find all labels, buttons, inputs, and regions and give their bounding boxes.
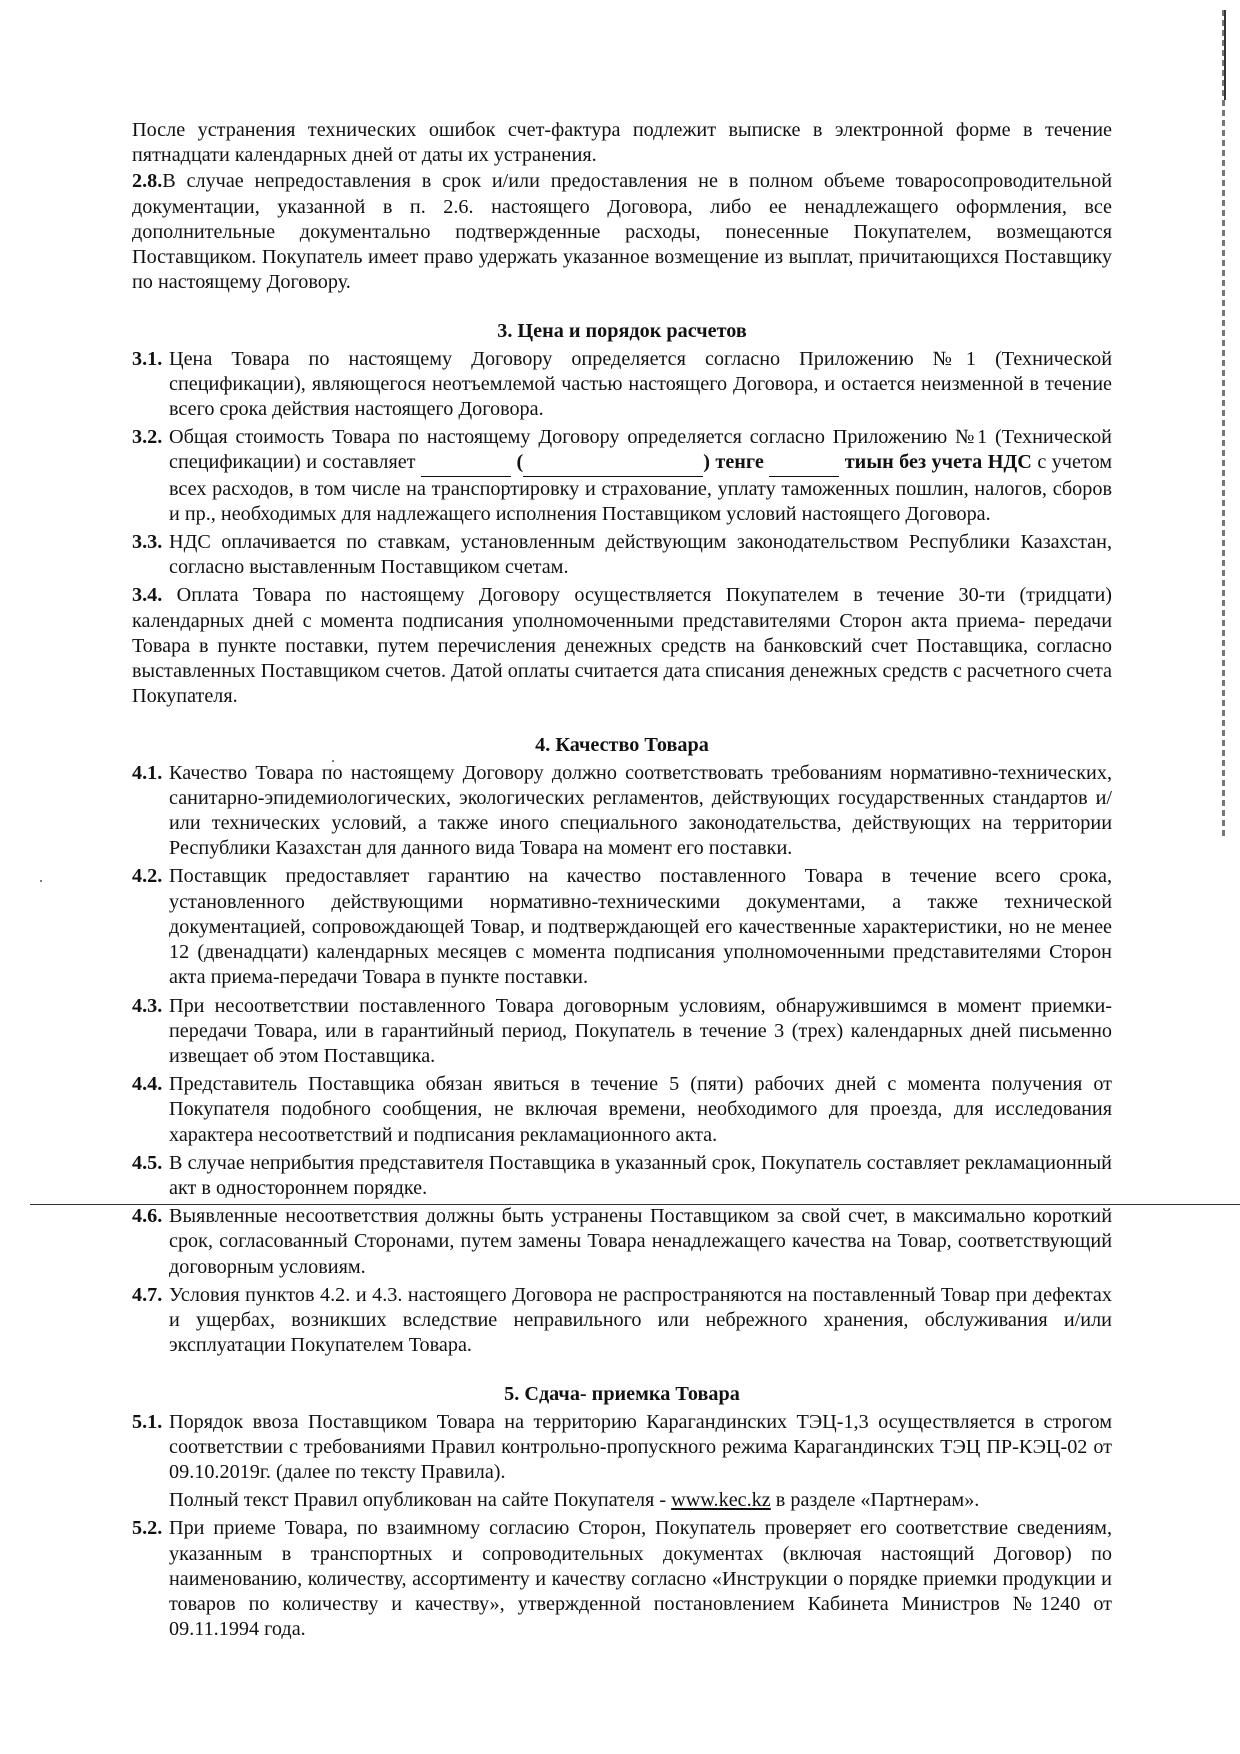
clause-3-4 [132, 583, 1112, 709]
clause-text: При несоответствии поставленного Товара договорным условиям, обнаружившимся в момент приемки-передачи Товара, или в гарантийный период, Покупатель в течение 3 (трех) календарных дней письменно извещает об этом Поставщика. [169, 994, 1112, 1067]
clause-number: 2.8. [132, 170, 163, 193]
scan-speck [40, 880, 42, 882]
clause-text: Поставщик предоставляет гарантию на качество поставленного Товара в течение всего срока, установленного действующими нормативно-техническими документами, а также технической документацией, сопровождающей Товар, и подтверждающей его качественные характеристики, но не менее 12 (двенадцати) календарных месяцев с момента подписания уполномоченными представителями Сторон акта приема-передачи Товара в пункте поставки. [169, 865, 1112, 989]
section-heading: 5. Сдача- приемка Товара [504, 1383, 740, 1406]
clause-4-5 [132, 1151, 1112, 1201]
scan-edge-mark [1222, 10, 1225, 840]
clause-number: 3.1. [132, 347, 163, 370]
clause-text: Оплата Товара по настоящему Договору осуществляется Покупателем в течение 30-ти (тридцати) календарных дней с момента подписания уполномоченными представителями Сторон акта приема- передачи Товара в пункте поставки, путем перечисления денежных средств на банковский счет Поставщика, согласно выставленных Поставщиком счетов. Датой оплаты считается дата списания денежных средств с расчетного счета Покупателя. [132, 584, 1113, 708]
blank-tiyn [769, 450, 839, 476]
clause-3-1 [132, 347, 1112, 423]
clause-text: Порядок ввоза Поставщиком Товара на территорию Карагандинских ТЭЦ-1,3 осуществляется в строгом соответствии с требованиями Правил контрольно-пропускного режима Карагандинских ТЭЦ ПР-КЭЦ-02 от 09.10.2019г. (далее по тексту Правила). [169, 1410, 1112, 1483]
website-link[interactable]: www.kec.kz [671, 1489, 771, 1512]
clause-text: В случае непредоставления в срок и/или предоставления не в полном объеме товаросопроводительной документации, указанной в п. 2.6. настоящего Договора, либо ее ненадлежащего оформления, все дополнительные документально подтвержденные расходы, понесенные Покупателем, возмещаются Поставщиком. Покупатель имеет право удержать указанное возмещение из выплат, причитающихся Поставщику по настоящему Договору. [132, 170, 1112, 294]
clause-5-1 [132, 1410, 1112, 1486]
clause-5-2 [132, 1516, 1112, 1642]
clause-number: 3.4. [132, 584, 163, 607]
clause-text: НДС оплачивается по ставкам, установленным действующим законодательством Республики Казахстан, согласно выставленным Поставщиком счетам. [169, 531, 1112, 579]
clause-4-6 [132, 1204, 1112, 1280]
clause-number: 4.1. [132, 761, 163, 784]
clause-text: При приеме Товара, по взаимному согласию Сторон, Покупатель проверяет его соответствие сведениям, указанным в транспортных и сопроводительных документах (включая настоящий Договор) по наименованию, количеству, ассортименту и качеству согласно «Инструкции о порядке приемки продукции и товаров по количеству и качеству», утвержденной постановлением Кабинета Министров №1240 от 09.11.1994 года. [169, 1517, 1112, 1641]
clause-number: 4.2. [132, 865, 163, 888]
section-heading: 3. Цена и порядок расчетов [497, 320, 747, 343]
clause-text: Качество Товара по настоящему Договору должно соответствовать требованиям нормативно-технических, санитарно-эпидемиологических, экологических регламентов, действующих государственных стандартов и/или технических условий, а также иного специального законодательства, действующих на территории Республики Казахстан для данного вида Товара на момент его поставки. [169, 761, 1112, 860]
clause-number: 4.3. [132, 994, 163, 1017]
clause-number: 4.5. [132, 1151, 163, 1174]
clause-3-3 [132, 530, 1112, 580]
clause-number: 5.2. [132, 1517, 163, 1540]
clause-text: Представитель Поставщика обязан явиться в течение 5 (пяти) рабочих дней с момента получения от Покупателя подобного сообщения, не включая времени, необходимого для проезда, для исследования характера несоответствий и подписания рекламационного акта. [169, 1073, 1112, 1146]
clause-4-2 [132, 864, 1112, 990]
clause-2-8 [132, 169, 1112, 295]
blank-amount [421, 450, 511, 476]
clause-text: Общая стоимость Товара по настоящему Договору определяется согласно Приложению №1 (Технической спецификации) и составляет ( ) тенге тиын без учета НДС с учетом всех расходов, в том числе на транспортировку и страхование, уплату таможенных пошлин, налогов, сборов и пр., необходимых для надлежащего исполнения Поставщиком условий настоящего Договора. [169, 426, 1113, 525]
clause-text: Выявленные несоответствия должны быть устранены Поставщиком за свой счет, в максимально короткий срок, согласованный Сторонами, путем замены Товара ненадлежащего качества на Товар, соответствующий договорным условиям. [169, 1205, 1112, 1278]
clause-5-1-note: Полный текст Правил опубликован на сайте Покупателя - www.kec.kz в разделе «Партнерам». [169, 1489, 980, 1512]
blank-amount-words [523, 450, 703, 476]
clause-text: В случае неприбытия представителя Поставщика в указанный срок, Покупатель составляет рекламационный акт в одностороннем порядке. [169, 1151, 1112, 1199]
clause-number: 4.7. [132, 1283, 163, 1306]
clause-number: 4.6. [132, 1205, 163, 1228]
clause-3-2 [132, 425, 1112, 527]
scan-edge-mark [1224, 10, 1226, 100]
clause-text: Цена Товара по настоящему Договору определяется согласно Приложению №1 (Технической спецификации), являющегося неотъемлемой частью настоящего Договора, и остается неизменной в течение всего срока действия настоящего Договора. [169, 347, 1112, 421]
clause-number: 5.1. [132, 1410, 163, 1433]
clause-4-4 [132, 1072, 1112, 1148]
clause-number: 4.4. [132, 1073, 163, 1096]
clause-number: 3.2. [132, 426, 163, 449]
clause-4-7 [132, 1283, 1112, 1359]
section-heading: 4. Качество Товара [535, 734, 709, 757]
document-page [132, 118, 1112, 1645]
clause-text: Условия пунктов 4.2. и 4.3. настоящего Договора не распространяются на поставленный Товар при дефектах и ущербах, возникших вследствие неправильного или небрежного хранения, обслуживания и/или эксплуатации Покупателем Товара. [169, 1283, 1112, 1357]
clause-number: 3.3. [132, 531, 163, 554]
clause-4-3 [132, 994, 1112, 1070]
paragraph: После устранения технических ошибок счет-фактура подлежит выписке в электронной форме в течение пятнадцати календарных дней от даты их устранения. [132, 119, 1112, 167]
clause-4-1 [132, 761, 1112, 862]
